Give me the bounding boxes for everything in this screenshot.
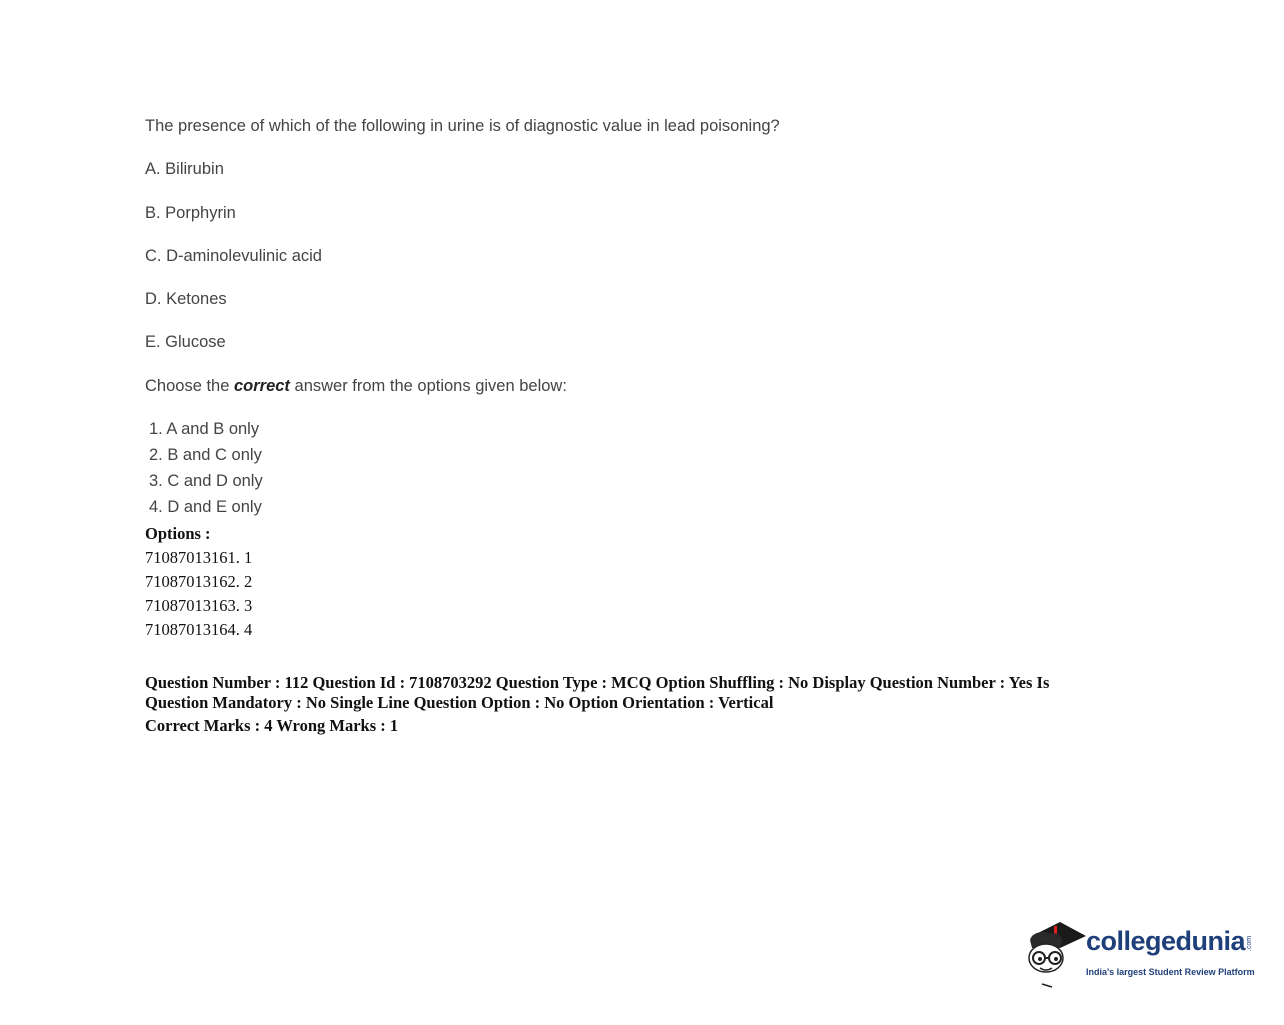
logo-wordmark: collegedunia	[1086, 926, 1246, 956]
statement-c: C. D-aminolevulinic acid	[145, 247, 322, 265]
marks-metadata: Correct Marks : 4 Wrong Marks : 1	[145, 716, 399, 735]
question-metadata: Question Number : 112 Question Id : 7108703292 Question Type : MCQ Option Shuffling : No Display Question Number : Yes Is Question Mandatory : No Single Line Question Option : No Option Orientation : Vertical	[145, 673, 1050, 712]
instruction-emphasis: correct	[233, 377, 290, 395]
collegedunia-logo	[1024, 918, 1254, 990]
statement-b: B. Porphyrin	[145, 204, 236, 222]
statement-a: A. Bilirubin	[145, 160, 224, 178]
option-item-4: 71087013164. 4	[145, 620, 253, 639]
answer-instruction	[145, 377, 567, 396]
statement-e: E. Glucose	[145, 333, 226, 351]
choice-4: 4. D and E only	[149, 498, 262, 516]
option-item-2: 71087013162. 2	[145, 572, 253, 591]
logo-suffix: .com	[1246, 935, 1254, 952]
student-mascot-icon	[1024, 918, 1086, 990]
choice-2: 2. B and C only	[149, 446, 262, 464]
choice-3: 3. C and D only	[149, 472, 263, 490]
logo-tagline: India's largest Student Review Platform	[1086, 967, 1255, 977]
option-item-3: 71087013163. 3	[145, 596, 253, 615]
options-heading: Options :	[145, 524, 211, 543]
instruction-prefix: Choose the	[145, 377, 234, 395]
statement-d: D. Ketones	[145, 290, 227, 308]
instruction-suffix: answer from the options given below:	[289, 377, 567, 395]
question-stem: The presence of which of the following in urine is of diagnostic value in lead poisoning?	[145, 117, 780, 135]
option-item-1: 71087013161. 1	[145, 548, 253, 567]
choice-1: 1. A and B only	[149, 420, 260, 438]
